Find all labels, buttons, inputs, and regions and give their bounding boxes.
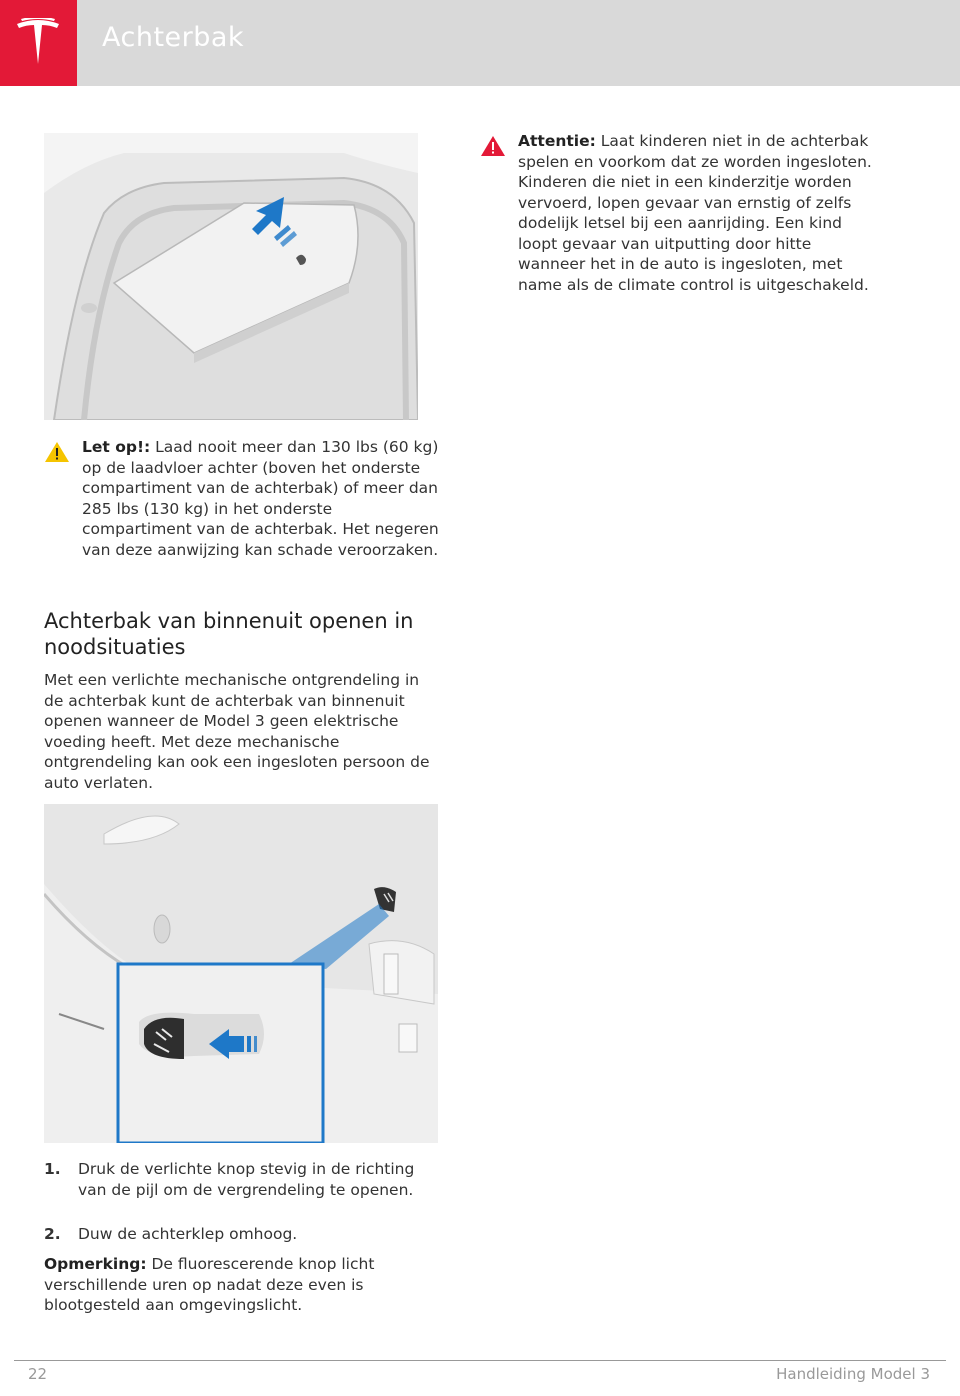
step-2 bbox=[44, 1224, 440, 1245]
caution-triangle-icon bbox=[44, 441, 70, 463]
step-1 bbox=[44, 1159, 440, 1200]
page-number: 22 bbox=[28, 1365, 48, 1383]
section-intro: Met een verlichte mechanische ontgrendeling in de achterbak kunt de achterbak van binnenuit openen wanneer de Model 3 geen elektrische voeding heeft. Met deze mechanische ontgrendeling kan ook een ingesloten persoon de auto verlaten. bbox=[44, 671, 430, 792]
step-number: 2. bbox=[44, 1225, 61, 1243]
caution-label: Let op!: bbox=[82, 438, 151, 456]
step-number: 1. bbox=[44, 1160, 61, 1178]
warning-text bbox=[518, 131, 880, 295]
tesla-logo bbox=[0, 0, 77, 86]
note-label: Opmerking: bbox=[44, 1255, 147, 1273]
footer-divider bbox=[14, 1360, 946, 1361]
step-text: Druk de verlichte knop stevig in de richting van de pijl om de vergrendeling te openen. bbox=[78, 1160, 415, 1199]
trunk-floor-illustration bbox=[44, 133, 418, 420]
caution-text bbox=[82, 437, 444, 560]
emergency-release-illustration bbox=[44, 804, 438, 1143]
warning-body: Laat kinderen niet in de achterbak spelen en voorkom dat ze worden ingesloten. Kinderen die niet in een kinderzitje worden vervoerd, lopen gevaar van ernstig of zelfs dodelijk letsel bij een aanrijding. Een kind loopt gevaar van uitputting door hitte wanneer het in de auto is ingesloten, met name als de climate control is uitgeschakeld. bbox=[518, 132, 872, 294]
page-title: Achterbak bbox=[102, 22, 245, 53]
caution-body: Laad nooit meer dan 130 lbs (60 kg) op de laadvloer achter (boven het onderste compartiment van de achterbak) of meer dan 285 lbs (130 kg) in het onderste compartiment van de achterbak. Het negeren van deze aanwijzing kan schade veroorzaken. bbox=[82, 438, 439, 559]
note bbox=[44, 1254, 440, 1316]
tesla-logo-icon bbox=[15, 18, 61, 66]
caution-notice bbox=[44, 437, 444, 560]
note-body: De fluorescerende knop licht verschillende uren op nadat deze even is blootgesteld aan omgevingslicht. bbox=[44, 1255, 375, 1314]
manual-title: Handleiding Model 3 bbox=[776, 1365, 930, 1383]
warning-label: Attentie: bbox=[518, 132, 596, 150]
page-header bbox=[0, 0, 960, 86]
step-text: Duw de achterklep omhoog. bbox=[78, 1225, 298, 1243]
warning-notice bbox=[480, 131, 880, 295]
section-heading: Achterbak van binnenuit openen in noodsituaties bbox=[44, 609, 414, 659]
warning-triangle-icon bbox=[480, 135, 506, 157]
